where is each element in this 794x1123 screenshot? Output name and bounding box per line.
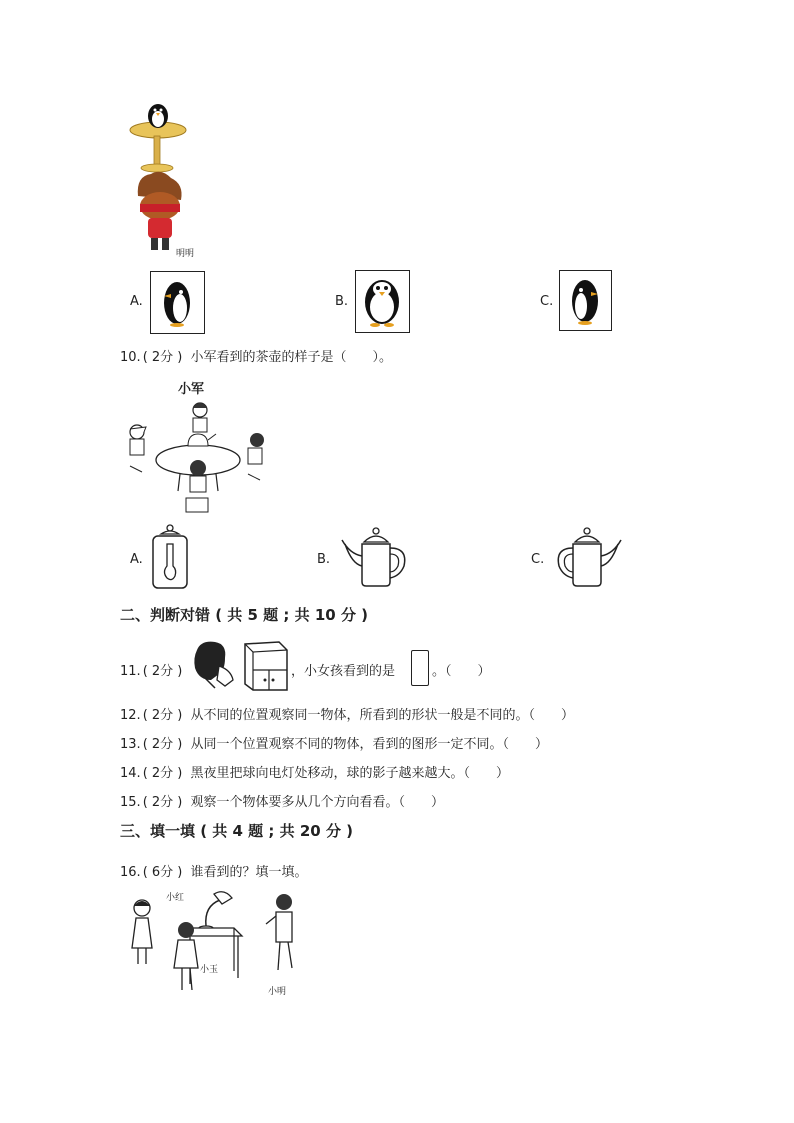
girl-side-icon	[191, 640, 236, 690]
q16-name-xiaoming: 小明	[268, 987, 287, 997]
question-11	[120, 660, 182, 679]
q9-option-c-label: C.	[540, 294, 554, 309]
q10-figure-label: 小军	[178, 382, 205, 397]
teapot-spout-right-icon	[553, 526, 625, 588]
question-score: ( 2分 )	[142, 350, 183, 365]
q9-option-b-image	[355, 270, 410, 333]
question-16	[120, 861, 308, 880]
q10-option-c-image	[553, 526, 625, 588]
penguin-back-icon	[560, 271, 611, 330]
q11-text-a: ，小女孩看到的是	[291, 664, 396, 679]
q9-option-c-image	[559, 270, 612, 331]
question-number: 16.	[120, 865, 141, 880]
q10-option-a-label: A.	[130, 552, 143, 567]
q10-figure	[120, 376, 270, 516]
teapot-spout-left-icon	[338, 526, 410, 588]
q10-option-b-image	[338, 526, 410, 588]
question-number: 15.	[120, 795, 141, 810]
q10-option-b-label: B.	[317, 552, 331, 567]
penguin-side-icon	[151, 272, 204, 333]
question-number: 10.	[120, 350, 141, 365]
q16-name-xiaoyu: 小玉	[200, 965, 219, 975]
cabinet-icon	[243, 640, 289, 692]
question-12	[120, 704, 574, 723]
question-score: ( 2分 )	[142, 664, 183, 679]
q11-cabinet-image	[243, 640, 289, 692]
q10-option-a-image	[145, 522, 195, 592]
question-number: 12.	[120, 708, 141, 723]
question-text: 小军看到的茶壶的样子是（ ）。	[190, 350, 393, 365]
question-score: ( 6分 )	[142, 865, 183, 880]
section-3-title: 三、填一填 ( 共 4 题 ; 共 20 分 )	[120, 822, 354, 840]
teapot-front-icon	[145, 522, 195, 592]
question-text: 黑夜里把球向电灯处移动，球的影子越来越大。（ ）	[190, 766, 510, 781]
question-text: 从同一个位置观察不同的物体，看到的图形一定不同。（ ）	[190, 737, 549, 752]
q9-option-b-label: B.	[335, 294, 349, 309]
question-10	[120, 346, 392, 365]
q16-figure	[126, 886, 306, 1001]
question-score: ( 2分 )	[142, 708, 183, 723]
question-number: 14.	[120, 766, 141, 781]
q9-figure	[126, 96, 201, 261]
question-score: ( 2分 )	[142, 795, 183, 810]
q9-option-a-image	[150, 271, 205, 334]
q11-text-b: 。（ ）	[432, 664, 491, 679]
q9-option-a-label: A.	[130, 294, 143, 309]
question-15	[120, 791, 444, 810]
q10-option-c-label: C.	[531, 552, 545, 567]
question-13	[120, 733, 548, 752]
question-number: 11.	[120, 664, 141, 679]
question-score: ( 2分 )	[142, 737, 183, 752]
question-text: 从不同的位置观察同一物体，所看到的形状一般是不同的。（ ）	[190, 708, 575, 723]
question-14	[120, 762, 509, 781]
q11-girl-image	[191, 640, 236, 690]
question-score: ( 2分 )	[142, 766, 183, 781]
question-text: 观察一个物体要多从几个方向看看。（ ）	[190, 795, 445, 810]
question-number: 13.	[120, 737, 141, 752]
question-text: 谁看到的？填一填。	[190, 865, 308, 880]
section-2-title: 二、判断对错 ( 共 5 题 ; 共 10 分 )	[120, 606, 369, 624]
q16-name-xiaohong: 小红	[166, 893, 185, 903]
q11-answer-shape	[411, 650, 429, 686]
penguin-front-icon	[356, 271, 409, 332]
q9-figure-caption: 明明	[176, 249, 195, 259]
